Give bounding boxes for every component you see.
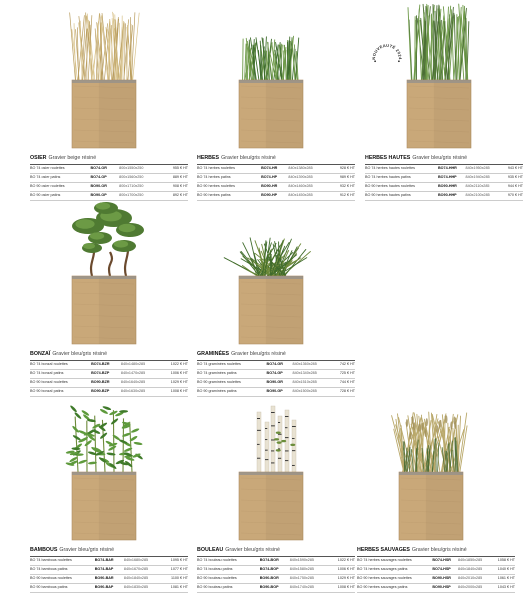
product-name: HERBES — [197, 155, 220, 161]
row-label: BO 90 herbes sauvages roulettes — [357, 575, 432, 584]
row-label: BO 74 bouleau roulettes — [197, 557, 260, 566]
row-price: 928 € HT — [329, 165, 355, 174]
row-label: BO 90 bonzaï patins — [30, 388, 91, 397]
row-price: 1061 € HT — [491, 575, 515, 584]
plant-illustration — [197, 0, 357, 160]
row-reference: BO90-HHP — [438, 192, 466, 201]
row-price: 1029 € HT — [160, 379, 188, 388]
row-dimensions: 840x1360x285 — [293, 361, 331, 370]
row-dimensions: 840x1740x285 — [290, 584, 328, 593]
product-name: BAMBOUS — [30, 547, 58, 553]
row-label: BO 74 graminées roulettes — [197, 361, 267, 370]
row-dimensions: 840x1640x285 — [121, 379, 160, 388]
row-dimensions: 800x1700x250 — [119, 192, 161, 201]
row-reference: BO90-HR — [261, 183, 288, 192]
row-reference: BO90-BZR — [91, 379, 121, 388]
row-label: BO 74 bonzaï patins — [30, 370, 91, 379]
row-label: BO 74 bambous patins — [30, 566, 95, 575]
row-reference: BO74-BAR — [95, 557, 124, 566]
row-label: BO 90 herbes hautes roulettes — [365, 183, 438, 192]
foliage — [70, 12, 140, 80]
row-label: BO 90 graminées patins — [197, 388, 267, 397]
row-dimensions: 840x1830x285 — [124, 584, 161, 593]
planter-rim — [407, 80, 471, 83]
product-heading — [30, 547, 190, 554]
spec-table — [197, 556, 355, 593]
row-price: 1040 € HT — [491, 566, 515, 575]
row-dimensions: 840x1940x285 — [466, 174, 501, 183]
row-reference: BO74-HSP — [432, 566, 458, 575]
row-reference: BO90-OR — [91, 183, 120, 192]
foliage — [392, 412, 467, 472]
row-dimensions: 840x1680x285 — [124, 557, 161, 566]
row-dimensions: 840x1850x285 — [458, 557, 491, 566]
row-label: BO 90 herbes sauvages patins — [357, 584, 432, 593]
spec-row — [30, 575, 188, 584]
row-dimensions: 800x1560x250 — [119, 174, 161, 183]
plant-illustration — [30, 0, 190, 160]
birch-pole — [257, 412, 261, 472]
row-reference: BO74-GR — [267, 361, 293, 370]
plant-illustration — [365, 0, 525, 160]
row-reference: BO90-BZP — [91, 388, 121, 397]
row-reference: BO90-HSP — [432, 584, 458, 593]
spec-row — [197, 379, 355, 388]
product-heading — [357, 547, 517, 554]
row-dimensions: 840x1750x285 — [290, 575, 328, 584]
row-reference: BO74-BAP — [95, 566, 124, 575]
row-dimensions: 840x1450x285 — [288, 192, 329, 201]
spec-row — [30, 584, 188, 593]
planter-rim — [399, 472, 463, 475]
row-label: BO 74 bambous roulettes — [30, 557, 95, 566]
row-dimensions: 840x1670x285 — [124, 566, 161, 575]
row-reference: BO74-BOP — [260, 566, 290, 575]
row-reference: BO74-GP — [267, 370, 293, 379]
row-price: 889 € HT — [161, 174, 188, 183]
product-subtitle: Gravier bleu/gris résiné — [221, 155, 276, 161]
row-reference: BO74-BZR — [91, 361, 121, 370]
row-price: 1008 € HT — [328, 584, 355, 593]
product-subtitle: Gravier bleu/gris résiné — [231, 351, 286, 357]
row-label: BO 90 bouleau patins — [197, 584, 260, 593]
row-price: 1008 € HT — [160, 388, 188, 397]
product-image — [30, 196, 190, 356]
row-reference: BO74-HHR — [438, 165, 466, 174]
plant-illustration — [30, 392, 190, 552]
product-heading — [30, 155, 190, 162]
product-name: HERBES SAUVAGES — [357, 547, 410, 553]
product-heading — [30, 351, 190, 358]
row-label: BO 74 herbes sauvages roulettes — [357, 557, 432, 566]
foliage — [72, 202, 144, 276]
row-reference: BO90-BOP — [260, 584, 290, 593]
plant-illustration — [30, 196, 190, 356]
row-price: 1100 € HT — [161, 575, 188, 584]
row-reference: BO74-HHP — [438, 174, 466, 183]
row-dimensions: 840x1510x285 — [293, 379, 331, 388]
planter-rim — [72, 472, 136, 475]
spec-row — [30, 174, 188, 183]
row-price: 1006 € HT — [160, 370, 188, 379]
product-subtitle: Gravier bleu/gris résiné — [59, 547, 115, 553]
row-reference: BO90-BAR — [95, 575, 124, 584]
planter-rim — [239, 80, 303, 83]
product-name: GRAMINÉES — [197, 351, 230, 357]
spec-row — [197, 174, 355, 183]
product-image — [30, 392, 190, 552]
row-label: BO 90 osier roulettes — [30, 183, 91, 192]
row-price: 892 € HT — [161, 192, 188, 201]
row-label: BO 90 bouleau roulettes — [197, 575, 260, 584]
row-dimensions: 840x1950x285 — [466, 165, 501, 174]
planter-rim — [239, 276, 303, 279]
row-price: 935 € HT — [501, 174, 523, 183]
product-name: HERBES HAUTES — [365, 155, 411, 161]
row-dimensions: 840x1500x285 — [293, 388, 331, 397]
row-dimensions: 840x1630x285 — [121, 388, 160, 397]
row-price: 1058 € HT — [491, 557, 515, 566]
row-reference: BO74-OR — [91, 165, 120, 174]
row-price: 1006 € HT — [328, 566, 355, 575]
row-label: BO 74 herbes roulettes — [197, 165, 261, 174]
row-dimensions: 840x2000x285 — [458, 584, 491, 593]
row-reference: BO90-BOR — [260, 575, 290, 584]
row-price: 744 € HT — [331, 379, 355, 388]
row-price: 955 € HT — [161, 165, 188, 174]
row-price: 1081 € HT — [161, 584, 188, 593]
row-label: BO 74 herbes sauvages patins — [357, 566, 432, 575]
row-label: BO 90 herbes patins — [197, 192, 261, 201]
spec-row — [197, 370, 355, 379]
product-name: OSIER — [30, 155, 47, 161]
row-price: 1077 € HT — [161, 566, 188, 575]
product-subtitle: Gravier beige résiné — [48, 155, 97, 161]
row-price: 1095 € HT — [161, 557, 188, 566]
product-name: BOULEAU — [197, 547, 224, 553]
spec-table — [357, 556, 515, 593]
product-subtitle: Gravier bleu/gris résiné — [412, 155, 468, 161]
row-label: BO 90 bambous patins — [30, 584, 95, 593]
spec-row — [197, 557, 355, 566]
row-price: 944 € HT — [501, 183, 523, 192]
spec-row — [30, 557, 188, 566]
row-dimensions: 840x2010x285 — [458, 575, 491, 584]
spec-row — [357, 566, 515, 575]
row-label: BO 90 bambous roulettes — [30, 575, 95, 584]
row-reference: BO90-OP — [91, 192, 120, 201]
row-dimensions: 840x1840x285 — [458, 566, 491, 575]
row-dimensions: 840x1340x285 — [293, 370, 331, 379]
row-dimensions: 840x1380x285 — [288, 165, 329, 174]
spec-row — [197, 584, 355, 593]
plant-illustration — [197, 392, 357, 552]
spec-table — [30, 556, 188, 593]
spec-row — [365, 183, 523, 192]
spec-row — [30, 370, 188, 379]
spec-row — [197, 165, 355, 174]
planter-rim — [72, 276, 136, 279]
planter-rim — [239, 472, 303, 475]
row-reference: BO90-GP — [267, 388, 293, 397]
row-price: 742 € HT — [331, 361, 355, 370]
spec-row — [30, 165, 188, 174]
badge-text: NOUVEAUTÉ 2024 — [371, 42, 403, 60]
row-reference: BO74-HR — [261, 165, 288, 174]
birch-pole — [278, 416, 282, 472]
row-dimensions: 840x1580x285 — [290, 566, 328, 575]
product-image — [197, 196, 357, 356]
spec-row — [197, 361, 355, 370]
row-label: BO 74 herbes hautes roulettes — [365, 165, 438, 174]
product-heading — [197, 351, 357, 358]
row-dimensions: 840x1470x285 — [121, 370, 160, 379]
row-price: 1043 € HT — [491, 584, 515, 593]
spec-row — [197, 183, 355, 192]
row-label: BO 74 herbes hautes patins — [365, 174, 438, 183]
row-dimensions: 840x1390x285 — [288, 174, 329, 183]
spec-row — [197, 566, 355, 575]
row-price: 1022 € HT — [328, 557, 355, 566]
spec-row — [365, 192, 523, 201]
row-label: BO 74 herbes patins — [197, 174, 261, 183]
spec-row — [357, 557, 515, 566]
product-heading — [365, 155, 525, 162]
spec-row — [365, 165, 523, 174]
product-image — [197, 392, 357, 552]
row-reference: BO90-GR — [267, 379, 293, 388]
spec-row — [357, 575, 515, 584]
row-price: 725 € HT — [331, 370, 355, 379]
row-price: 912 € HT — [329, 192, 355, 201]
row-reference: BO90-BAP — [95, 584, 124, 593]
row-price: 908 € HT — [161, 183, 188, 192]
foliage — [257, 406, 296, 472]
row-label: BO 90 graminées roulettes — [197, 379, 267, 388]
spec-row — [365, 174, 523, 183]
plant-illustration — [197, 196, 357, 356]
row-reference: BO74-HP — [261, 174, 288, 183]
product-subtitle: Gravier bleu/gris résiné — [411, 547, 467, 553]
product-heading — [197, 547, 357, 554]
row-label: BO 74 osier patins — [30, 174, 91, 183]
row-dimensions: 840x2100x285 — [466, 192, 501, 201]
row-reference: BO90-HHR — [438, 183, 466, 192]
row-price: 1022 € HT — [160, 361, 188, 370]
row-dimensions: 800x1550x250 — [119, 165, 161, 174]
row-label: BO 90 herbes roulettes — [197, 183, 261, 192]
spec-row — [30, 566, 188, 575]
foliage — [224, 238, 310, 276]
row-price: 970 € HT — [501, 192, 523, 201]
row-dimensions: 840x1480x285 — [121, 361, 160, 370]
product-image — [357, 392, 517, 552]
product-image — [30, 0, 190, 160]
row-label: BO 74 osier roulettes — [30, 165, 91, 174]
row-price: 989 € HT — [329, 174, 355, 183]
row-reference: BO74-HSR — [432, 557, 458, 566]
row-label: BO 90 herbes hautes patins — [365, 192, 438, 201]
spec-row — [197, 575, 355, 584]
spec-row — [30, 361, 188, 370]
row-label: BO 74 bouleau patins — [197, 566, 260, 575]
row-dimensions: 840x1590x285 — [290, 557, 328, 566]
row-price: 932 € HT — [329, 183, 355, 192]
foliage — [243, 36, 299, 80]
row-reference: BO74-BOR — [260, 557, 290, 566]
planter-rim — [72, 80, 136, 83]
foliage — [65, 405, 143, 472]
row-reference: BO90-HSR — [432, 575, 458, 584]
product-subtitle: Gravier bleu/gris résiné — [225, 547, 280, 553]
row-dimensions: 800x1710x250 — [119, 183, 161, 192]
row-label: BO 74 graminées patins — [197, 370, 267, 379]
row-price: 1029 € HT — [328, 575, 355, 584]
row-reference: BO74-OP — [91, 174, 120, 183]
row-dimensions: 840x1840x285 — [124, 575, 161, 584]
birch-pole — [265, 422, 269, 472]
row-dimensions: 840x1460x285 — [288, 183, 329, 192]
spec-row — [30, 379, 188, 388]
product-image — [365, 0, 525, 160]
product-name: BONZAÏ — [30, 351, 51, 357]
product-subtitle: Gravier bleu/gris résiné — [52, 351, 108, 357]
spec-row — [357, 584, 515, 593]
plant-illustration — [357, 392, 517, 552]
row-dimensions: 840x2110x285 — [466, 183, 501, 192]
product-heading — [197, 155, 357, 162]
row-reference: BO74-BZP — [91, 370, 121, 379]
spec-row — [30, 183, 188, 192]
row-price: 943 € HT — [501, 165, 523, 174]
row-label: BO 90 osier patins — [30, 192, 91, 201]
product-image — [197, 0, 357, 160]
row-label: BO 90 bonzaï roulettes — [30, 379, 91, 388]
foliage — [408, 4, 469, 80]
row-reference: BO90-HP — [261, 192, 288, 201]
spec-table — [365, 164, 523, 201]
row-label: BO 74 bonzaï roulettes — [30, 361, 91, 370]
row-price: 728 € HT — [331, 388, 355, 397]
